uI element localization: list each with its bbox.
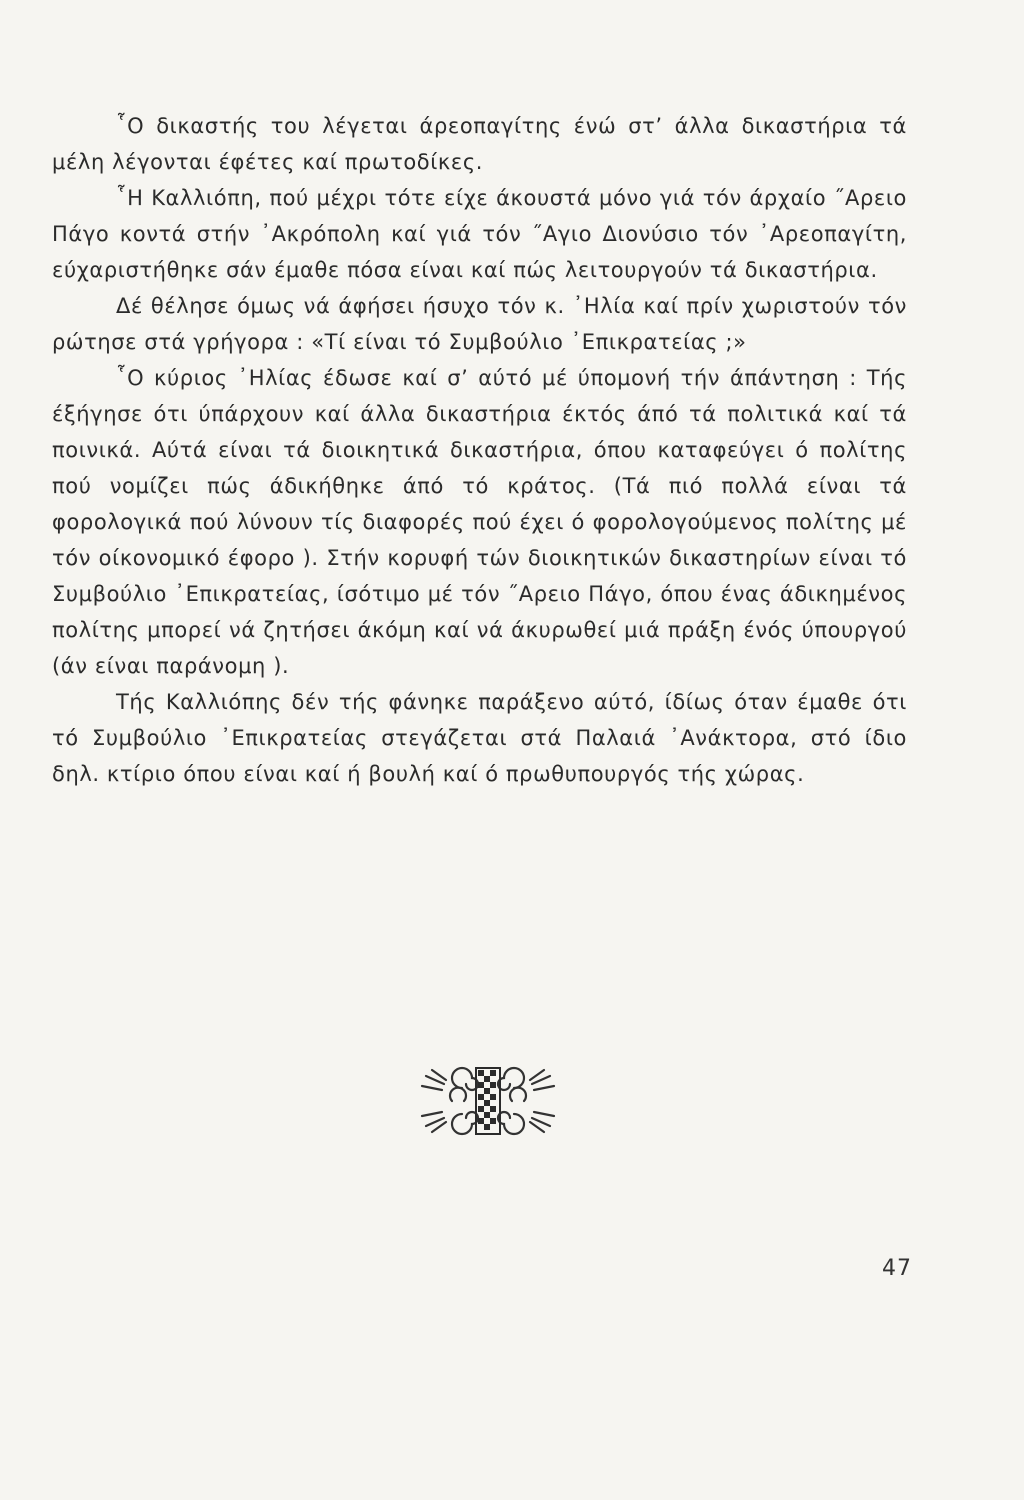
paragraph-2: ῟Η Καλλιόπη, πού μέχρι τότε είχε άκουστά μόνο γιά τόν άρχαίο ˝Αρειο Πάγο κοντά στήν ᾿Ακρόπολη καί γιά τόν ˝Αγιο Διονύσιο τόν ᾿Αρεοπαγίτη, εύχαριστήθηκε σάν έμαθε πόσα είναι καί πώς λειτουργούν τά δικαστήρια. [52,186,907,282]
paragraph-4: ῟Ο κύριος ᾿Ηλίας έδωσε καί σ’ αύτό μέ ύπομονή τήν άπάντηση : Τής έξήγησε ότι ύπάρχουν καί άλλα δικαστήρια έκτός άπό τά πολιτικά καί τά ποινικά. Αύτά είναι τά διοικητικά δικαστήρια, όπου καταφεύγει ό πολίτης πού νομίζει πώς άδικήθηκε άπό τό κράτος. (Τά πιό πολλά είναι τά φορολογικά πού λύνουν τίς διαφορές πού έχει ό φορολογούμενος πολίτης μέ τόν οίκονομικό έφορο ). Στήν κορυφή τών διοικητικών δικαστηρίων είναι τό Συμβούλιο ᾿Επικρατείας, ίσότιμο μέ τόν ˝Αρειο Πάγο, όπου ένας άδικημένος πολίτης μπορεί νά ζητήσει άκόμη καί νά άκυρωθεί μιά πράξη ένός ύπουργού (άν είναι παράνομη ). [52,366,907,678]
greek-meander-ornament-icon [418,1062,558,1140]
body-text [52,108,907,792]
paragraph-5: Τής Καλλιόπης δέν τής φάνηκε παράξενο αύτό, ίδίως όταν έμαθε ότι τό Συμβούλιο ᾿Επικρατείας στεγάζεται στά Παλαιά ᾿Ανάκτορα, στό ίδιο δηλ. κτίριο όπου είναι καί ή βουλή καί ό πρωθυπουργός τής χώρας. [52,690,907,786]
page-number: 47 [882,1256,912,1281]
paragraph-3: Δέ θέλησε όμως νά άφήσει ήσυχο τόν κ. ᾿Ηλία καί πρίν χωριστούν τόν ρώτησε στά γρήγορα : «Τί είναι τό Συμβούλιο ᾿Επικρατείας ;» [52,294,907,354]
paragraph-1: ῟Ο δικαστής του λέγεται άρεοπαγίτης ένώ στ’ άλλα δικαστήρια τά μέλη λέγονται έφέτες καί πρωτοδίκες. [52,114,907,174]
